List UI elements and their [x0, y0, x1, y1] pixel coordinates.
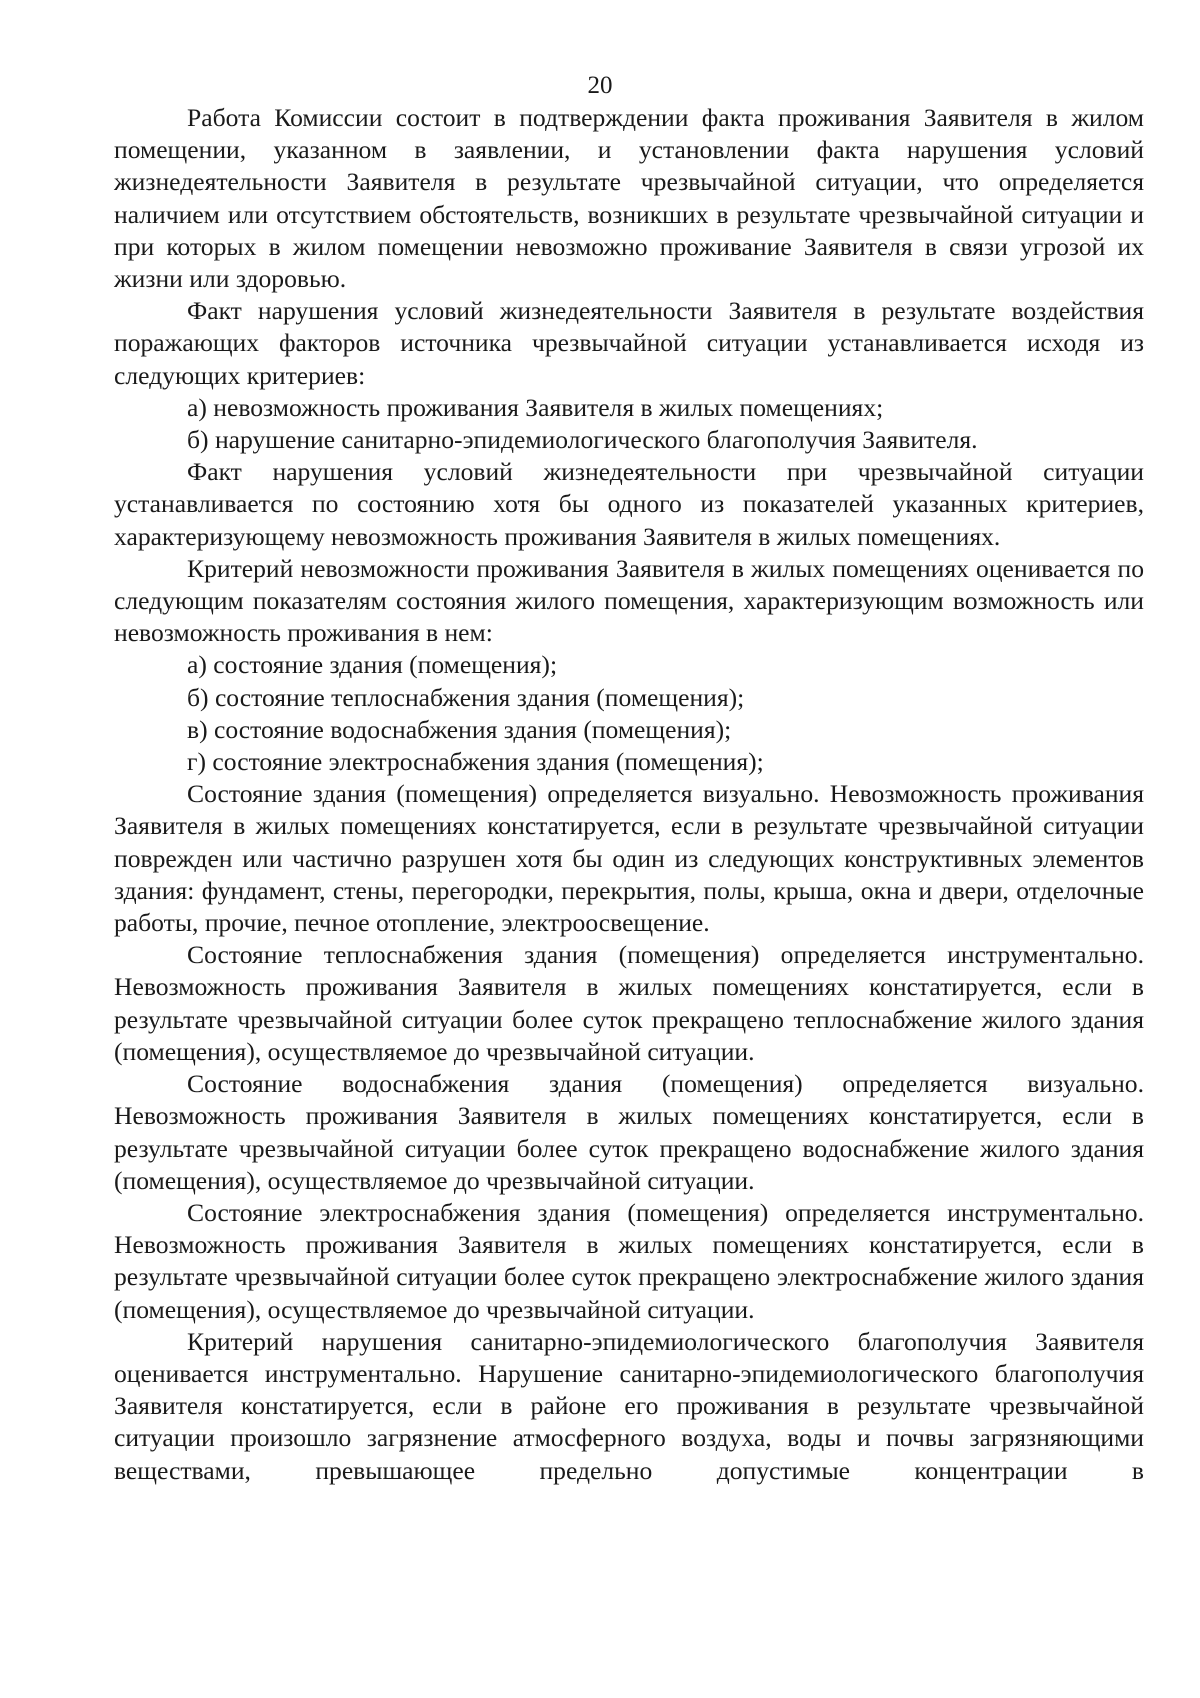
paragraph-fact-established: Факт нарушения условий жизнедеятельности при чрезвычайной ситуации устанавливается по состоянию хотя бы одного из показателей указанных критериев, характеризующему невозможность проживания Заявителя в жилых помещениях. [114, 457, 1144, 551]
list-item-indicator-b: б) состояние теплоснабжения здания (помещения); [187, 682, 745, 712]
paragraph-housing-criterion: Критерий невозможности проживания Заявителя в жилых помещениях оценивается по следующим показателям состояния жилого помещения, характеризующим возможность или невозможность проживания в нем: [114, 553, 1144, 648]
paragraph-electricity-state: Состояние электроснабжения здания (помещения) определяется инструментально. Невозможность проживания Заявителя в жилых помещениях констатируется, если в результате чрезвычайной ситуации более суток прекращено электроснабжение жилого здания (помещения), осуществляемое до чрезвычайной ситуации. [114, 1197, 1144, 1324]
paragraph-heating-state: Состояние теплоснабжения здания (помещения) определяется инструментально. Невозможность проживания Заявителя в жилых помещениях констатируется, если в результате чрезвычайной ситуации более суток прекращено теплоснабжение жилого здания (помещения), осуществляемое до чрезвычайной ситуации. [114, 940, 1144, 1066]
paragraph-criteria-intro: Факт нарушения условий жизнедеятельности Заявителя в результате воздействия поражающих факторов источника чрезвычайной ситуации устанавливается исходя из следующих критериев: [114, 296, 1144, 390]
page-number: 20 [587, 72, 613, 99]
list-item-criterion-b: б) нарушение санитарно-эпидемиологического благополучия Заявителя. [187, 425, 978, 455]
list-item-indicator-a: а) состояние здания (помещения); [187, 650, 558, 680]
list-item-indicator-g: г) состояние электроснабжения здания (помещения); [187, 747, 764, 777]
list-item-criterion-a: а) невозможность проживания Заявителя в жилых помещениях; [187, 392, 884, 422]
document-body [114, 102, 1144, 1487]
paragraph-building-state: Состояние здания (помещения) определяется визуально. Невозможность проживания Заявителя в жилых помещениях констатируется, если в результате чрезвычайной ситуации поврежден или частично разрушен хотя бы один из следующих конструктивных элементов здания: фундамент, стены, перегородки, перекрытия, полы, крыша, окна и двери, отделочные работы, прочие, печное отопление, электроосвещение. [114, 779, 1144, 938]
list-item-indicator-v: в) состояние водоснабжения здания (помещения); [187, 714, 732, 744]
paragraph-sanitary-criterion: Критерий нарушения санитарно-эпидемиологического благополучия Заявителя оценивается инструментально. Нарушение санитарно-эпидемиологического благополучия Заявителя констатируется, если в районе его проживания в результате чрезвычайной ситуации произошло загрязнение атмосферного воздуха, воды и почвы загрязняющими веществами, превышающее предельно допустимые концентрации в [114, 1326, 1144, 1485]
paragraph-water-state: Состояние водоснабжения здания (помещения) определяется визуально. Невозможность проживания Заявителя в жилых помещениях констатируется, если в результате чрезвычайной ситуации более суток прекращено водоснабжение жилого здания (помещения), осуществляемое до чрезвычайной ситуации. [114, 1069, 1144, 1195]
paragraph-commission-work: Работа Комиссии состоит в подтверждении факта проживания Заявителя в жилом помещении, указанном в заявлении, и установлении факта нарушения условий жизнедеятельности Заявителя в результате чрезвычайной ситуации, что определяется наличием или отсутствием обстоятельств, возникших в результате чрезвычайной ситуации и при которых в жилом помещении невозможно проживание Заявителя в связи угрозой их жизни или здоровью. [114, 103, 1144, 294]
